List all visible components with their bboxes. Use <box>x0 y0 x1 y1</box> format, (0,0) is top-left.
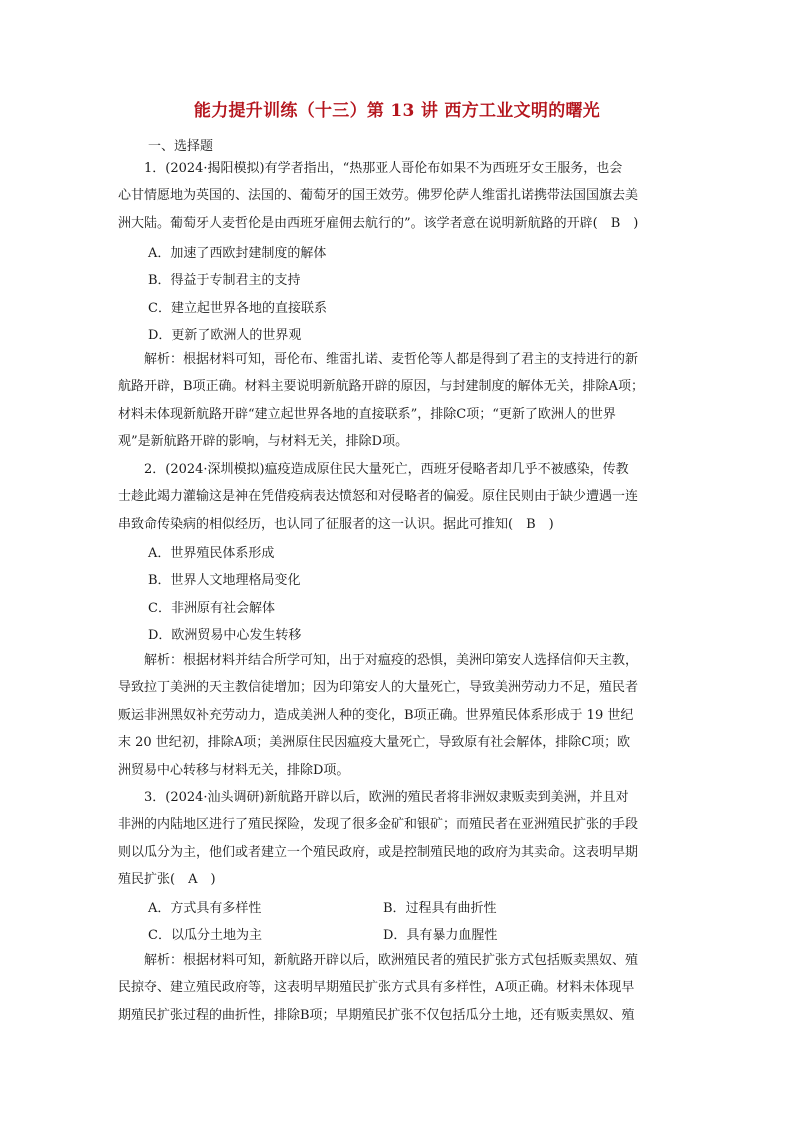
q1-option-a: A．加速了西欧封建制度的解体 <box>148 246 327 261</box>
text-line: 非洲的内陆地区进行了殖民探险，发现了很多金矿和银矿；而殖民者在亚洲殖民扩张的手段 <box>118 817 639 833</box>
text-line: 串致命传染病的相似经历，也认同了征服者的这一认识。据此可推知( B ) <box>118 516 554 532</box>
text-line: 则以瓜分为主，他们或者建立一个殖民政府，或是控制殖民地的政府为其卖命。这表明早期 <box>118 844 639 860</box>
text-line: 解析：根据材料并结合所学可知，出于对瘟疫的恐惧，美洲印第安人选择信仰天主教， <box>118 653 639 668</box>
q1-option-c: C．建立起世界各地的直接联系 <box>148 301 327 316</box>
q3-option-a: A．方式具有多样性 <box>148 901 262 916</box>
text-line: 殖民扩张( A ) <box>118 872 216 888</box>
q3-option-b: B．过程具有曲折性 <box>383 901 497 916</box>
text-line: 期殖民扩张过程的曲折性，排除B项；早期殖民扩张不仅包括瓜分土地，还有贩卖黑奴、殖 <box>118 1007 635 1023</box>
q1-option-b: B．得益于专制君主的支持 <box>148 273 301 288</box>
question-2-stem <box>118 456 676 538</box>
q2-option-d: D．欧洲贸易中心发生转移 <box>148 628 302 643</box>
q3-analysis <box>118 947 676 1029</box>
text-line: 导致拉丁美洲的天主教信徒增加；因为印第安人的大量死亡，导致美洲劳动力不足，殖民者 <box>118 680 639 696</box>
text-line: 洲大陆。葡萄牙人麦哲伦是由西班牙雇佣去航行的”。该学者意在说明新航路的开辟( B ) <box>118 215 639 231</box>
page-title: 能力提升训练（十三）第 13 讲 西方工业文明的曙光 <box>193 101 601 121</box>
q1-analysis <box>118 346 676 456</box>
text-line: 末 20 世纪初，排除A项；美洲原住民因瘟疫大量死亡，导致原有社会解体，排除C项；欧 <box>118 735 631 751</box>
text-line: 贩运非洲黑奴补充劳动力，造成美洲人种的变化，B项正确。世界殖民体系形成于 19 世纪 <box>118 707 634 723</box>
text-line: 材料未体现新航路开辟“建立起世界各地的直接联系”，排除C项；“更新了欧洲人的世界 <box>118 406 616 422</box>
q2-analysis <box>118 647 676 784</box>
question-3-stem <box>118 784 676 894</box>
text-line: 士趁此竭力灌输这是神在凭借疫病表达愤怒和对侵略者的偏爱。原住民则由于缺少遭遇一连 <box>118 489 639 505</box>
text-line: 航路开辟，B项正确。材料主要说明新航路开辟的原因，与封建制度的解体无关，排除A项； <box>118 379 644 395</box>
text-line: 观”是新航路开辟的影响，与材料无关，排除D项。 <box>118 434 409 450</box>
q3-option-c: C．以瓜分土地为主 <box>148 928 262 943</box>
q2-option-b: B．世界人文地理格局变化 <box>148 573 301 588</box>
text-line: 解析：根据材料可知，哥伦布、维雷扎诺、麦哲伦等人都是得到了君主的支持进行的新 <box>118 352 639 367</box>
q2-option-c: C．非洲原有社会解体 <box>148 601 275 616</box>
section-heading: 一、选择题 <box>148 139 214 154</box>
text-line: 3．(2024·汕头调研)新航路开辟以后，欧洲的殖民者将非洲奴隶贩卖到美洲，并且对 <box>118 790 629 805</box>
text-line: 1．(2024·揭阳模拟)有学者指出，“热那亚人哥伦布如果不为西班牙女王服务，也会 <box>118 161 623 176</box>
question-1-stem <box>118 155 676 237</box>
q1-option-d: D．更新了欧洲人的世界观 <box>148 328 302 343</box>
q3-option-d: D．具有暴力血腥性 <box>383 928 498 943</box>
text-line: 2．(2024·深圳模拟)瘟疫造成原住民大量死亡，西班牙侵略者却几乎不被感染，传教 <box>118 462 629 477</box>
text-line: 民掠夺、建立殖民政府等，这表明早期殖民扩张方式具有多样性，A项正确。材料未体现早 <box>118 980 635 996</box>
text-line: 心甘情愿地为英国的、法国的、葡萄牙的国王效劳。佛罗伦萨人维雷扎诺携带法国国旗去美 <box>118 188 639 204</box>
text-line: 解析：根据材料可知，新航路开辟以后，欧洲殖民者的殖民扩张方式包括贩卖黑奴、殖 <box>118 953 639 968</box>
text-line: 洲贸易中心转移与材料无关，排除D项。 <box>118 762 350 778</box>
q2-option-a: A．世界殖民体系形成 <box>148 546 275 561</box>
